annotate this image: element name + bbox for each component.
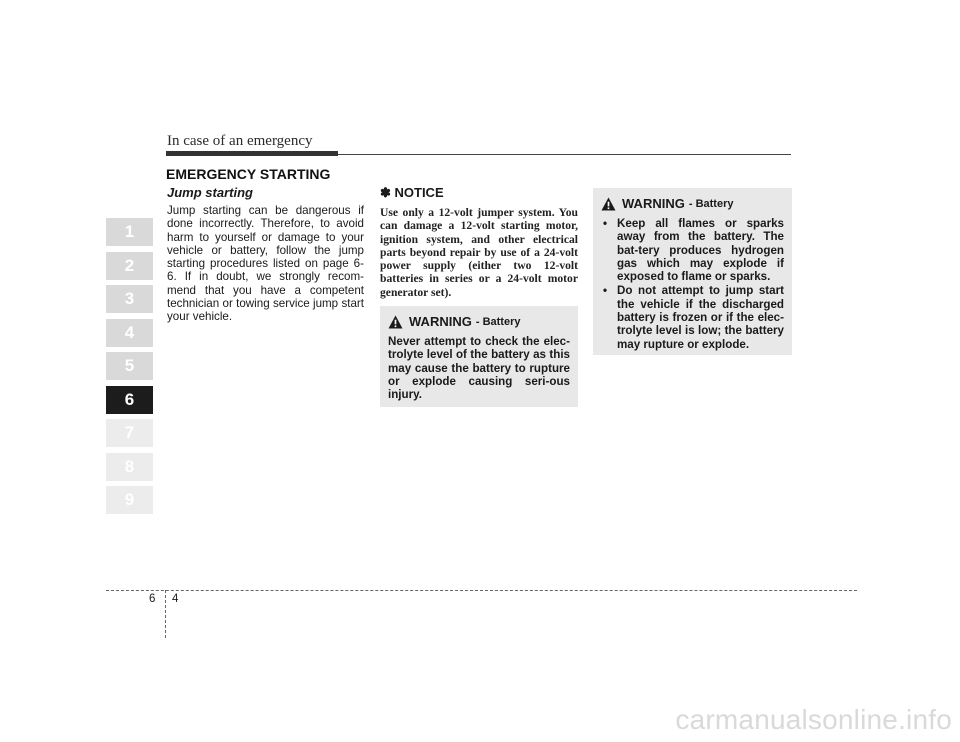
chapter-tab-8[interactable]: 8 — [106, 453, 153, 481]
watermark: carmanualsonline.info — [675, 704, 952, 735]
page-header-title: In case of an emergency — [167, 133, 313, 149]
page-number: 4 — [172, 593, 179, 605]
warning-box-electrolyte — [380, 306, 578, 407]
section-title: EMERGENCY STARTING — [166, 166, 331, 182]
notice-section — [380, 185, 578, 299]
header-bar — [166, 151, 338, 156]
chapter-tabs — [106, 218, 154, 520]
warning-subtitle: - Battery — [688, 197, 734, 210]
warning-box-flames — [593, 188, 792, 355]
warning-list-item: • Do not attempt to jump start the vehicle if the discharged battery is frozen or if the elec-trolyte level is low; the battery may rupture or explode. — [601, 284, 784, 350]
chapter-tab-2[interactable]: 2 — [106, 252, 153, 280]
chapter-tab-6-active[interactable]: 6 — [106, 386, 153, 414]
jump-starting-heading: Jump starting — [167, 185, 253, 200]
footer-rule — [106, 590, 857, 591]
warning-body: Never attempt to check the elec-trolyte level of the battery as this may cause the battery to rupture or explode causing seri-ous injury. — [388, 335, 570, 402]
warning-title: WARNING — [409, 314, 472, 329]
footer-vertical-rule — [165, 590, 166, 638]
chapter-tab-9[interactable]: 9 — [106, 486, 153, 514]
chapter-tab-7[interactable]: 7 — [106, 419, 153, 447]
warning-triangle-icon — [388, 315, 403, 329]
jump-starting-body: Jump starting can be dangerous if done incorrectly. Therefore, to avoid harm to yourself or damage to your vehicle or battery, follow the jump starting procedures listed on page 6-6. If in doubt, we strongly recom-mend that you have a competent technician or towing service jump start your vehicle. — [167, 204, 364, 324]
chapter-tab-1[interactable]: 1 — [106, 218, 153, 246]
chapter-tab-5[interactable]: 5 — [106, 352, 153, 380]
page-chapter-number: 6 — [149, 593, 156, 605]
notice-heading: ✽ NOTICE — [380, 185, 444, 200]
warning-title: WARNING — [622, 196, 685, 211]
warning-triangle-icon — [601, 197, 616, 211]
notice-body: Use only a 12-volt jumper system. You can damage a 12-volt starting motor, ignition system, and other electrical parts beyond repair by use of a 24-volt power supply (either two 12-volt batteries in series or a 24-volt motor generator set). — [380, 206, 578, 299]
jump-starting-section — [167, 185, 364, 324]
warning-list-item: • Keep all flames or sparks away from the battery. The bat-tery produces hydrogen gas which may explode if exposed to flame or sparks. — [601, 217, 784, 283]
chapter-tab-3[interactable]: 3 — [106, 285, 153, 313]
header-rule — [338, 154, 791, 155]
chapter-tab-4[interactable]: 4 — [106, 319, 153, 347]
warning-list — [601, 217, 784, 351]
warning-subtitle: - Battery — [475, 315, 521, 328]
